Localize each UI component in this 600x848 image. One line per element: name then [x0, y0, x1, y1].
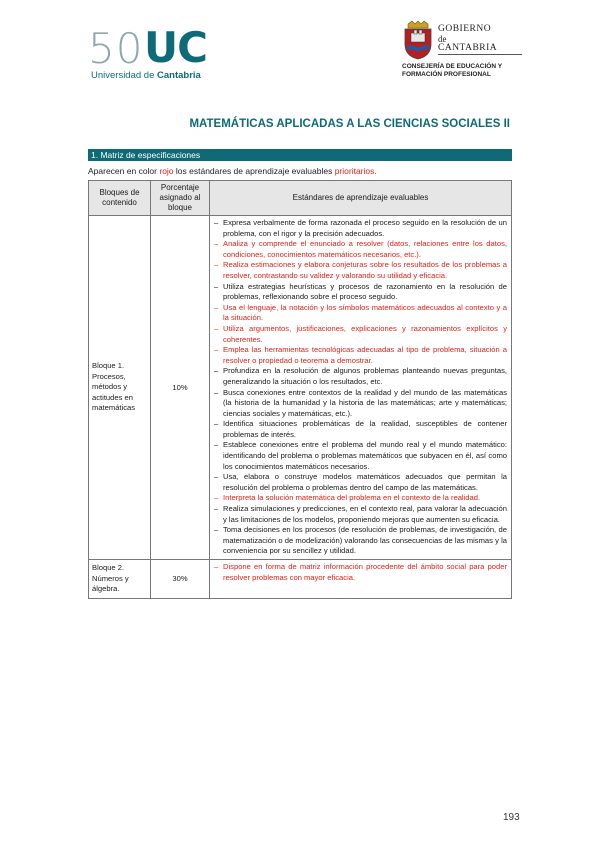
dash-bullet: –: [214, 218, 219, 227]
list-item: [214, 504, 507, 525]
header-percent: Porcentaje asignado al bloque: [151, 181, 210, 216]
standard-text: Identifica situaciones problemáticas de la realidad, susceptibles de contener problemas de interés.: [223, 419, 507, 439]
standard-text: Usa, elabora o construye modelos matemáticos adecuados que permitan la resolución del problema o problemas dentro del campo de las matemáticas.: [223, 472, 507, 492]
dash-bullet: –: [214, 366, 219, 376]
uc-logo-letters: UC: [144, 23, 207, 72]
standard-text: Interpreta la solución matemática del problema en el contexto de la realidad.: [223, 493, 481, 503]
dash-bullet: –: [214, 260, 219, 270]
gov-line-1: GOBIERNO: [438, 24, 492, 34]
standard-text: Usa el lenguaje, la notación y los símbolos matemáticos adecuados al contexto y a la situación.: [223, 302, 507, 323]
dash-bullet: –: [214, 323, 219, 333]
standard-text: Profundiza en la resolución de algunos problemas planteando nuevas preguntas, generalizando la situación o los resultados, etc.: [223, 366, 507, 386]
section-heading: 1. Matriz de especificaciones: [88, 149, 512, 161]
dash-bullet: –: [214, 345, 219, 355]
uc-logo-subtitle: Universidad de Cantabria: [91, 70, 201, 81]
standards-list: [214, 218, 507, 557]
gov-divider: [438, 54, 522, 55]
list-item: [214, 218, 507, 239]
standards-cell: [210, 560, 512, 599]
uc-logo: [88, 23, 218, 81]
dash-bullet: –: [214, 281, 219, 291]
dash-bullet: –: [214, 302, 219, 312]
dash-bullet: –: [214, 472, 219, 482]
dash-bullet: –: [214, 419, 219, 429]
list-item: [214, 562, 507, 583]
list-item: [214, 303, 507, 324]
standard-text: Dispone en forma de matriz información procedente del ámbito social para poder resolver problemas con mayor eficacia.: [223, 562, 507, 582]
list-item: [214, 493, 507, 504]
table-row: [89, 216, 512, 560]
dash-bullet: –: [214, 504, 219, 514]
gov-dept-1: CONSEJERÍA DE EDUCACIÓN Y: [402, 63, 503, 70]
standard-text: Realiza estimaciones y elabora conjeturas sobre los resultados de los problemas a resolver, contrastando su validez y valorando su utilidad y eficacia.: [223, 260, 507, 280]
list-item: [214, 282, 507, 303]
block-percent: 10%: [151, 216, 210, 560]
standard-text: Establece conexiones entre el problema del mundo real y el mundo matemático: identificando del problema o problemas matemáticos que subyacen en él, así como los conocimientos matemáticos necesarios.: [223, 440, 507, 471]
gov-line-2: de: [438, 34, 447, 44]
list-item: [214, 345, 507, 366]
list-item: [214, 472, 507, 493]
list-item: [214, 525, 507, 557]
dash-bullet: –: [214, 440, 219, 450]
list-item: [214, 366, 507, 387]
intro-text: Aparecen en color rojo los estándares de aprendizaje evaluables prioritarios.: [88, 166, 377, 176]
gov-dept-2: FORMACIÓN PROFESIONAL: [402, 71, 491, 78]
gobierno-cantabria-logo: [402, 20, 532, 84]
dash-bullet: –: [214, 387, 219, 397]
list-item: [214, 239, 507, 260]
uc-logo-number: 50: [88, 24, 144, 73]
dash-bullet: –: [214, 239, 219, 249]
standard-text: Toma decisiones en los procesos (de resolución de problemas, de investigación, de matematización o de modelización) valorando las consecuencias de las mismas y la conveniencia por su sencillez y utilidad.: [223, 525, 507, 556]
table-header-row: [89, 181, 512, 216]
list-item: [214, 324, 507, 345]
block-name: Bloque 1. Procesos, métodos y actitudes en matemáticas: [89, 216, 151, 560]
block-percent: 30%: [151, 560, 210, 599]
coat-of-arms-icon: [402, 20, 434, 60]
page-number: 193: [503, 812, 520, 823]
list-item: [214, 260, 507, 281]
header-blocks: Bloques de contenido: [89, 181, 151, 216]
standard-text: Utiliza estrategias heurísticas y procesos de razonamiento en la resolución de problemas, reflexionando sobre el proceso seguido.: [223, 281, 507, 302]
gov-line-3: CANTABRIA: [438, 43, 498, 53]
standard-text: Utiliza argumentos, justificaciones, explicaciones y razonamientos explícitos y coherentes.: [223, 323, 507, 344]
header-standards: Estándares de aprendizaje evaluables: [210, 181, 512, 216]
dash-bullet: –: [214, 493, 219, 503]
specification-table: [88, 180, 512, 599]
block-name: Bloque 2. Números y álgebra.: [89, 560, 151, 599]
standard-text: Expresa verbalmente de forma razonada el proceso seguido en la resolución de un problema, con el rigor y la precisión adecuados.: [223, 218, 507, 238]
document-title: MATEMÁTICAS APLICADAS A LAS CIENCIAS SOCIALES II: [189, 118, 510, 130]
table-row: [89, 560, 512, 599]
standards-list: [214, 562, 507, 583]
list-item: [214, 388, 507, 420]
dash-bullet: –: [214, 562, 219, 571]
standard-text: Emplea las herramientas tecnológicas adecuadas al tipo de problema, situación a resolver o propiedad o teorema a demostrar.: [223, 345, 507, 365]
standards-cell: [210, 216, 512, 560]
list-item: [214, 440, 507, 472]
list-item: [214, 419, 507, 440]
standard-text: Analiza y comprende el enunciado a resolver (datos, relaciones entre los datos, condiciones, conocimientos matemáticos necesarios, etc.).: [223, 239, 507, 259]
standard-text: Busca conexiones entre contextos de la realidad y del mundo de las matemáticas (la historia de la humanidad y la historia de las matemáticas; arte y matemáticas; ciencias sociales y matemáticas, etc.).: [223, 387, 507, 418]
dash-bullet: –: [214, 525, 219, 535]
standard-text: Realiza simulaciones y predicciones, en el contexto real, para valorar la adecuación y las limitaciones de los modelos, proponiendo mejoras que aumenten su eficacia.: [223, 504, 507, 524]
